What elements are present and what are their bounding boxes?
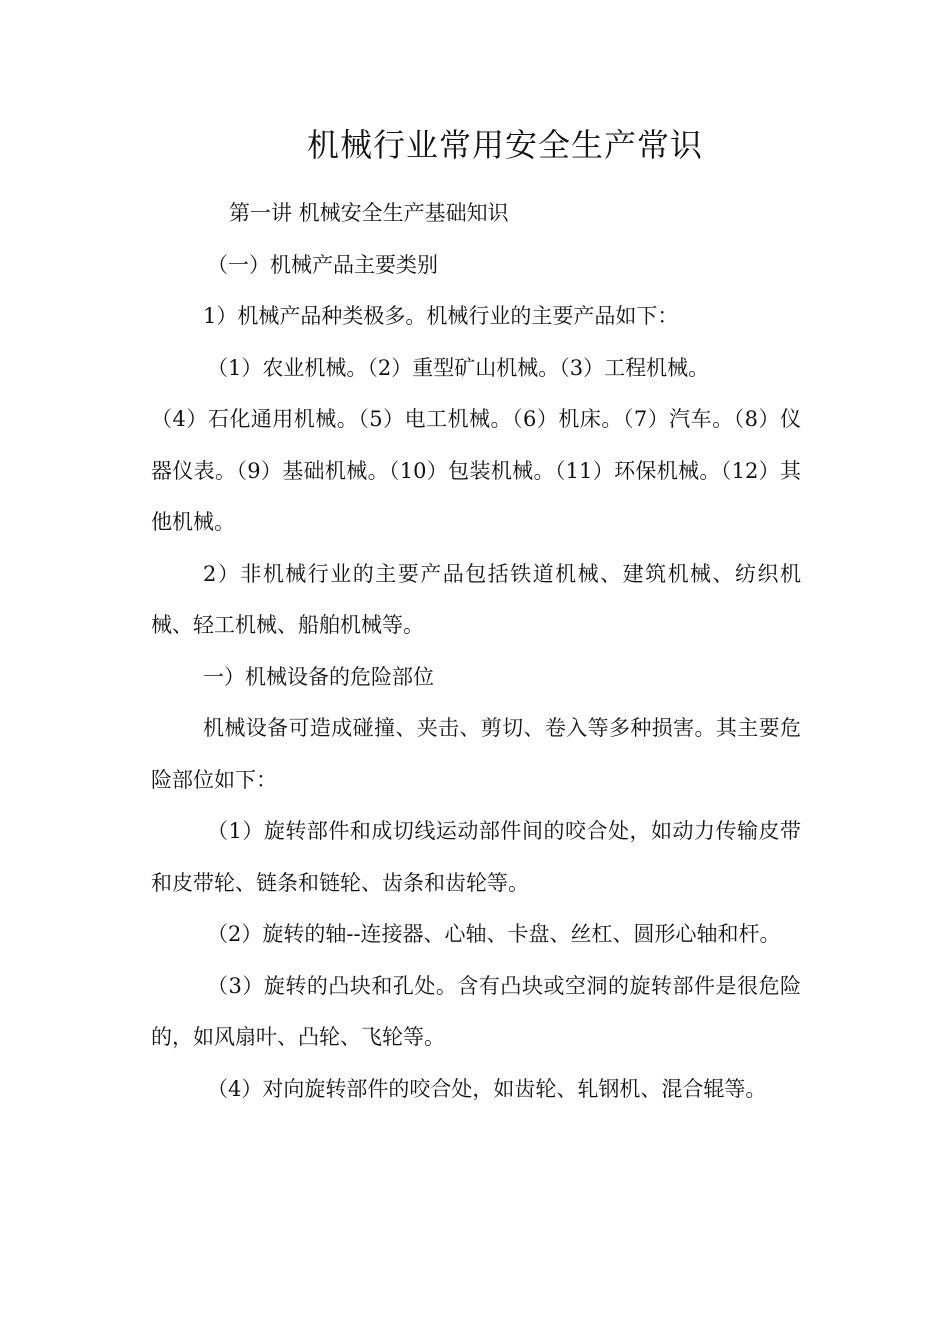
paragraph-machinery-products: 1）机械产品种类极多。机械行业的主要产品如下：	[203, 304, 679, 328]
paragraph-product-list-2: （4）石化通用机械。（5）电工机械。（6）机床。（7）汽车。（8）仪器仪表。（9）基础机械。（10）包装机械。（11）环保机械。（12）其他机械。	[151, 407, 801, 534]
section-heading-product-categories: （一）机械产品主要类别	[207, 252, 438, 277]
paragraph-danger-item-4: （4）对向旋转部件的咬合处，如齿轮、轧钢机、混合辊等。	[207, 1076, 767, 1101]
lecture-heading: 第一讲 机械安全生产基础知识	[229, 201, 509, 225]
paragraph-product-list-1: （1）农业机械。（2）重型矿山机械。（3）工程机械。	[207, 355, 710, 380]
paragraph-danger-item-1: （1）旋转部件和成切线运动部件间的咬合处，如动力传输皮带和皮带轮、链条和链轮、齿条和齿轮等。	[151, 819, 801, 895]
document-body	[151, 188, 801, 1115]
paragraph-danger-item-2: （2）旋转的轴--连接器、心轴、卡盘、丝杠、圆形心轴和杆。	[207, 922, 781, 946]
paragraph-danger-item-3: （3）旋转的凸块和孔处。含有凸块或空洞的旋转部件是很危险的，如风扇叶、凸轮、飞轮等。	[151, 973, 801, 1049]
section-heading-danger-areas: 一）机械设备的危险部位	[203, 664, 434, 689]
document-title: 机械行业常用安全生产常识	[306, 126, 703, 164]
paragraph-non-machinery-products: 2）非机械行业的主要产品包括铁道机械、建筑机械、纺织机械、轻工机械、船舶机械等。	[151, 561, 801, 637]
paragraph-danger-intro: 机械设备可造成碰撞、夹击、剪切、卷入等多种损害。其主要危险部位如下：	[151, 716, 801, 792]
